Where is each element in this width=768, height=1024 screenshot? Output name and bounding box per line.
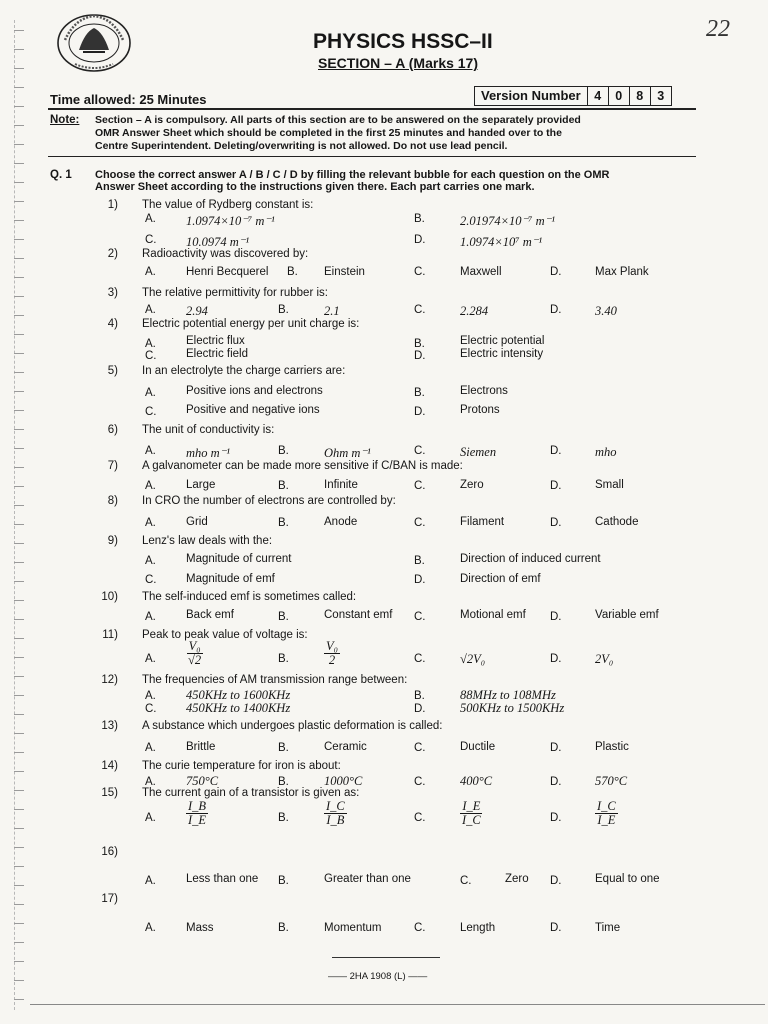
option-b: Ceramic (324, 741, 367, 753)
option-c: Length (460, 922, 496, 934)
option-c: Positive and negative ions (186, 404, 320, 416)
option-label-c: C. (414, 304, 426, 316)
margin-tick (14, 144, 24, 145)
option-label-a: A. (145, 480, 156, 492)
option-label-b: B. (278, 445, 289, 457)
option-c: Ductile (460, 741, 496, 753)
option-b: 1000°C (324, 774, 363, 788)
option-label-d: D. (550, 742, 562, 754)
option-d: 570°C (595, 774, 628, 788)
page-margin-edge (14, 20, 25, 1010)
option-label-d: D. (550, 922, 562, 934)
note-rule (48, 156, 696, 157)
option-label-a: A. (145, 387, 156, 399)
option-b: Infinite (324, 479, 358, 491)
margin-tick (14, 923, 24, 924)
option-label-d: D. (414, 350, 426, 362)
option-label-d: D. (550, 266, 562, 278)
option-a (186, 800, 208, 827)
margin-tick (14, 49, 24, 50)
question-text: The self-induced emf is sometimes called: (142, 591, 357, 603)
margin-tick (14, 866, 24, 867)
option-a: Mass (186, 922, 214, 934)
option-c: 2.284 (460, 304, 489, 318)
option-label-d: D. (550, 776, 562, 788)
option-label-a: A. (145, 213, 156, 225)
option-label-a: A. (145, 517, 156, 529)
note-line: OMR Answer Sheet which should be completed in the first 25 minutes and handed over to the (95, 127, 562, 139)
margin-tick (14, 676, 24, 677)
margin-tick (14, 942, 24, 943)
option-a: Less than one (186, 873, 259, 885)
option-d: Time (595, 922, 621, 934)
option-c: Motional emf (460, 609, 526, 621)
option-label-a: A. (145, 611, 156, 623)
option-label-d: D. (550, 875, 562, 887)
option-label-b: B. (278, 653, 289, 665)
option-c: Siemen (460, 445, 497, 459)
option-label-b: B. (414, 338, 425, 350)
option-label-b: B. (278, 611, 289, 623)
option-a: Electric flux (186, 335, 245, 347)
option-a-numerator: V₀ (188, 639, 201, 653)
margin-tick (14, 182, 24, 183)
handwritten-mark: 22 (706, 16, 730, 42)
margin-tick (14, 980, 24, 981)
option-label-c: C. (414, 611, 426, 623)
instruction-line: Choose the correct answer A / B / C / D by filling the relevant bubble for each question on the OMR (95, 169, 610, 181)
option-label-b: B. (278, 922, 289, 934)
section-heading: SECTION – A (Marks 17) (318, 55, 479, 71)
question-number: 7) (107, 460, 118, 472)
option-label-d: D. (414, 574, 426, 586)
footer-rule (332, 957, 440, 958)
option-label-a: A. (145, 922, 156, 934)
question-text: A galvanometer can be made more sensitive if C/BAN is made: (142, 460, 463, 472)
margin-tick (14, 68, 24, 69)
margin-tick (14, 315, 24, 316)
margin-tick (14, 220, 24, 221)
option-label-c: C. (414, 776, 426, 788)
margin-tick (14, 486, 24, 487)
option-label-a: A. (145, 776, 156, 788)
option-d: 3.40 (595, 304, 617, 318)
margin-tick (14, 581, 24, 582)
option-b (324, 800, 347, 827)
option-b-wrap (324, 800, 347, 827)
margin-tick (14, 87, 24, 88)
option-d: mho (595, 445, 617, 459)
option-label-b: B. (278, 517, 289, 529)
option-label-d: D. (414, 234, 426, 246)
option-d: Plastic (595, 741, 629, 753)
option-c: 400°C (460, 774, 493, 788)
margin-tick (14, 695, 24, 696)
version-digit: 4 (587, 87, 608, 105)
page-title: PHYSICS HSSC–II (313, 30, 493, 53)
option-a-wrap (186, 800, 208, 827)
option-label-c: C. (414, 480, 426, 492)
margin-tick (14, 999, 24, 1000)
instruction-line: Answer Sheet according to the instructions given there. Each part carries one mark. (95, 181, 535, 193)
version-digit: 8 (629, 87, 650, 105)
question-number: 16) (101, 846, 118, 858)
option-label-b: B. (278, 812, 289, 824)
margin-tick (14, 638, 24, 639)
option-a: 750°C (186, 774, 219, 788)
option-d-denominator: I_E (597, 813, 616, 827)
margin-tick (14, 277, 24, 278)
option-label-b: B. (278, 875, 289, 887)
note-line: Centre Superintendent. Deleting/overwriting is not allowed. Do not use lead pencil. (95, 140, 508, 152)
note-line: Section – A is compulsory. All parts of this section are to be answered on the separately provided (95, 114, 581, 126)
question-text: Radioactivity was discovered by: (142, 248, 309, 260)
option-c: Zero (505, 873, 529, 885)
option-a-denominator: √2 (188, 653, 202, 667)
question-text: A substance which undergoes plastic deformation is called: (142, 720, 443, 732)
margin-tick (14, 543, 24, 544)
question-number: 4) (107, 318, 118, 330)
margin-tick (14, 828, 24, 829)
option-label-b: B. (278, 480, 289, 492)
option-a: 1.0974×10⁻⁷ m⁻¹ (186, 214, 275, 228)
margin-tick (14, 163, 24, 164)
option-label-c: C. (145, 350, 157, 362)
question-number: 6) (107, 424, 118, 436)
option-c: √2V₀ (460, 652, 486, 666)
option-c: Zero (460, 479, 484, 491)
option-label-c: C. (145, 234, 157, 246)
option-c: Magnitude of emf (186, 573, 275, 585)
option-d: 2V₀ (595, 652, 614, 666)
margin-tick (14, 239, 24, 240)
option-d: Electric intensity (460, 348, 544, 360)
margin-tick (14, 467, 24, 468)
option-b: Einstein (324, 266, 365, 278)
option-label-d: D. (414, 703, 426, 715)
option-c-numerator: I_E (462, 799, 481, 813)
option-label-a: A. (145, 445, 156, 457)
margin-tick (14, 600, 24, 601)
option-label-a: A. (145, 266, 156, 278)
margin-tick (14, 106, 24, 107)
option-a: 2.94 (186, 304, 208, 318)
header-rule (48, 108, 696, 110)
question-label: Q. 1 (50, 169, 72, 181)
version-digit: 3 (650, 87, 671, 105)
option-a: Magnitude of current (186, 553, 292, 565)
option-b-wrap (324, 640, 340, 667)
margin-tick (14, 258, 24, 259)
option-label-a: A. (145, 304, 156, 316)
margin-tick (14, 885, 24, 886)
option-d-numerator: I_C (597, 799, 616, 813)
option-d: Variable emf (595, 609, 659, 621)
time-allowed: Time allowed: 25 Minutes (50, 92, 207, 107)
option-label-b: B. (414, 387, 425, 399)
option-label-a: A. (145, 690, 156, 702)
option-b-denominator: I_B (326, 813, 345, 827)
margin-tick (14, 201, 24, 202)
margin-tick (14, 657, 24, 658)
margin-tick (14, 562, 24, 563)
margin-tick (14, 448, 24, 449)
option-b-numerator: I_C (326, 799, 345, 813)
margin-tick (14, 524, 24, 525)
option-d: Equal to one (595, 873, 660, 885)
question-number: 9) (107, 535, 118, 547)
option-label-b: B. (278, 742, 289, 754)
bottom-rule (30, 1004, 765, 1005)
question-number: 12) (101, 674, 118, 686)
option-d: Protons (460, 404, 500, 416)
option-b: Electrons (460, 385, 508, 397)
option-label-b: B. (278, 776, 289, 788)
option-label-a: A. (145, 742, 156, 754)
option-a (186, 640, 203, 667)
option-b: Greater than one (324, 873, 411, 885)
option-label-d: D. (550, 812, 562, 824)
option-label-d: D. (550, 304, 562, 316)
margin-tick (14, 429, 24, 430)
option-a: Back emf (186, 609, 234, 621)
question-number: 3) (107, 287, 118, 299)
option-d: Max Plank (595, 266, 649, 278)
option-label-a: A. (145, 338, 156, 350)
margin-tick (14, 296, 24, 297)
option-a-numerator: I_B (188, 799, 207, 813)
question-number: 13) (101, 720, 118, 732)
option-label-c: C. (414, 812, 426, 824)
margin-tick (14, 714, 24, 715)
margin-tick (14, 410, 24, 411)
question-text: Peak to peak value of voltage is: (142, 629, 308, 641)
option-b: 88MHz to 108MHz (460, 688, 556, 702)
question-number: 8) (107, 495, 118, 507)
version-digit: 0 (608, 87, 629, 105)
margin-tick (14, 771, 24, 772)
option-b: Anode (324, 516, 358, 528)
footer-code: —— 2HA 1908 (L) —— (328, 971, 428, 982)
option-label-c: C. (414, 266, 426, 278)
option-c-wrap (460, 800, 483, 827)
option-d: Direction of emf (460, 573, 541, 585)
question-text: Electric potential energy per unit charge is: (142, 318, 360, 330)
margin-tick (14, 505, 24, 506)
option-b-numerator: V₀ (326, 639, 338, 653)
margin-tick (14, 125, 24, 126)
option-b: Direction of induced current (460, 553, 601, 565)
question-text: The unit of conductivity is: (142, 424, 275, 436)
option-a: Brittle (186, 741, 216, 753)
option-d (595, 800, 618, 827)
option-d: Cathode (595, 516, 639, 528)
margin-tick (14, 391, 24, 392)
margin-tick (14, 30, 24, 31)
margin-tick (14, 619, 24, 620)
version-label: Version Number (481, 88, 581, 103)
option-b: Constant emf (324, 609, 393, 621)
option-c (460, 800, 483, 827)
option-label-a: A. (145, 555, 156, 567)
option-b-denominator: 2 (328, 653, 336, 667)
option-label-d: D. (550, 653, 562, 665)
option-a-denominator: I_E (188, 813, 207, 827)
option-a: Grid (186, 516, 208, 528)
option-label-b: B. (414, 690, 425, 702)
question-text: The frequencies of AM transmission range between: (142, 674, 408, 686)
option-label-d: D. (550, 480, 562, 492)
option-c: 450KHz to 1400KHz (186, 701, 291, 715)
option-c: Filament (460, 516, 505, 528)
question-text: The relative permittivity for rubber is: (142, 287, 328, 299)
margin-tick (14, 353, 24, 354)
option-label-d: D. (550, 445, 562, 457)
version-number-box (474, 86, 672, 106)
option-c: 10.0974 m⁻¹ (186, 235, 250, 249)
option-b: Ohm m⁻¹ (324, 446, 371, 460)
margin-tick (14, 904, 24, 905)
option-b: 2.1 (324, 304, 340, 318)
option-a: mho m⁻¹ (186, 446, 231, 460)
question-text: Lenz's law deals with the: (142, 535, 273, 547)
option-c-denominator: I_C (462, 813, 481, 827)
option-a: Large (186, 479, 216, 491)
option-label-c: C. (414, 742, 426, 754)
option-label-c: C. (145, 703, 157, 715)
option-a: Positive ions and electrons (186, 385, 323, 397)
margin-tick (14, 847, 24, 848)
margin-tick (14, 809, 24, 810)
option-a: 450KHz to 1600KHz (186, 688, 291, 702)
note-label: Note: (50, 114, 80, 126)
option-b: Momentum (324, 922, 382, 934)
option-label-c: C. (145, 574, 157, 586)
margin-tick (14, 372, 24, 373)
question-text: The current gain of a transistor is given as: (142, 787, 360, 799)
option-c: Electric field (186, 348, 248, 360)
option-d: 1.0974×10⁷ m⁻¹ (460, 235, 543, 249)
board-seal-logo (55, 12, 133, 77)
option-label-b: B. (414, 555, 425, 567)
question-number: 2) (107, 248, 118, 260)
question-number: 17) (101, 893, 118, 905)
margin-tick (14, 752, 24, 753)
option-label-a: A. (145, 812, 156, 824)
question-text: In an electrolyte the charge carriers are: (142, 365, 346, 377)
question-number: 10) (101, 591, 118, 603)
option-label-b: B. (287, 266, 298, 278)
option-label-b: B. (278, 304, 289, 316)
margin-tick (14, 733, 24, 734)
margin-tick (14, 961, 24, 962)
option-label-c: C. (414, 445, 426, 457)
option-c: Maxwell (460, 266, 502, 278)
option-label-a: A. (145, 653, 156, 665)
option-d: 500KHz to 1500KHz (460, 701, 565, 715)
option-d-wrap (595, 800, 618, 827)
option-a: Henri Becquerel (186, 266, 269, 278)
option-label-c: C. (145, 406, 157, 418)
question-number: 11) (102, 629, 118, 641)
question-text: In CRO the number of electrons are controlled by: (142, 495, 396, 507)
margin-tick (14, 790, 24, 791)
question-number: 5) (107, 365, 118, 377)
option-label-c: C. (460, 875, 472, 887)
option-b: Electric potential (460, 335, 545, 347)
margin-tick (14, 334, 24, 335)
question-number: 15) (101, 787, 118, 799)
option-label-d: D. (414, 406, 426, 418)
option-a-wrap (186, 640, 203, 667)
option-label-d: D. (550, 611, 562, 623)
question-number: 14) (101, 760, 118, 772)
option-label-c: C. (414, 517, 426, 529)
question-text: The value of Rydberg constant is: (142, 199, 314, 211)
option-label-a: A. (145, 875, 156, 887)
option-label-c: C. (414, 922, 426, 934)
option-d: Small (595, 479, 624, 491)
question-text: The curie temperature for iron is about: (142, 760, 341, 772)
question-number: 1) (107, 199, 118, 211)
option-b (324, 640, 340, 667)
option-label-b: B. (414, 213, 425, 225)
option-label-d: D. (550, 517, 562, 529)
option-b: 2.01974×10⁻⁷ m⁻¹ (460, 214, 556, 228)
option-label-c: C. (414, 653, 426, 665)
